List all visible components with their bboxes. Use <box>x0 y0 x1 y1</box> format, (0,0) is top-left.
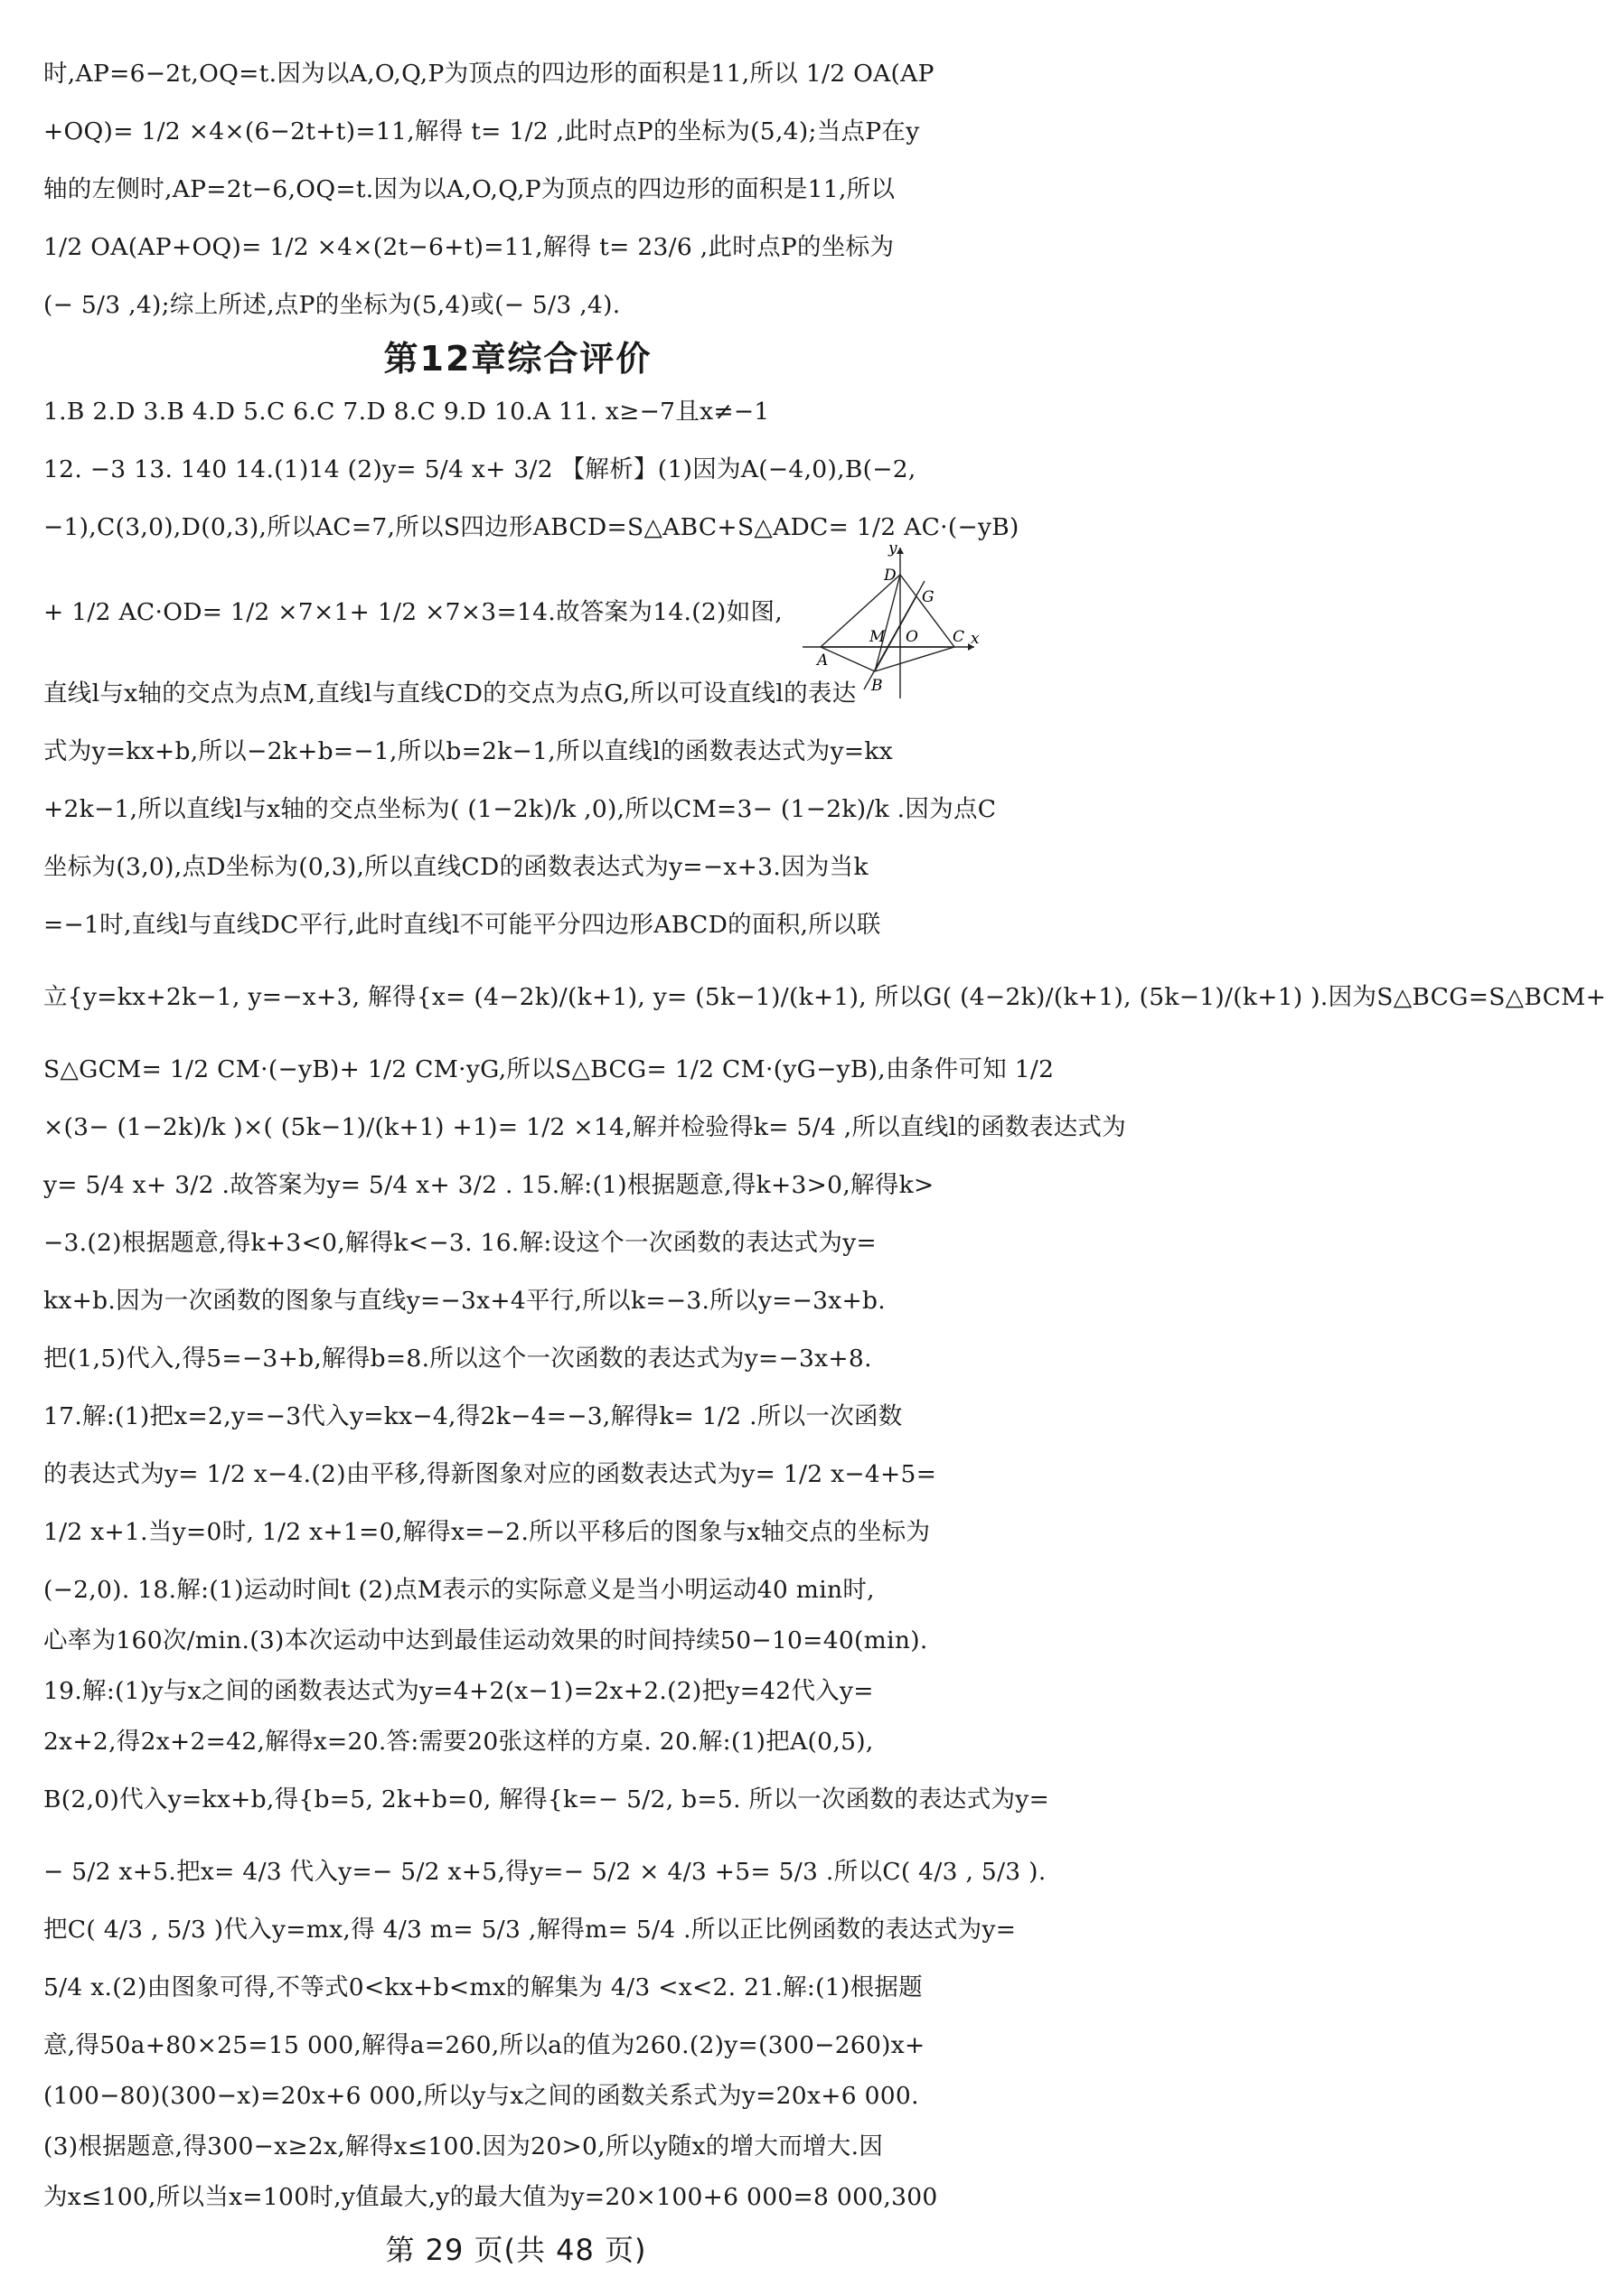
text-line: 把(1,5)代入,得5=−3+b,解得b=8.所以这个一次函数的表达式为y=−3x+8. <box>43 1345 872 1373</box>
answer-keys-block <box>43 394 1019 546</box>
y-axis-arrow <box>897 548 904 554</box>
answer-page <box>43 56 1606 2230</box>
text-line: 12. −3 13. 140 14.(1)14 (2)y= 5/4 x+ 3/2 【解析】(1)因为A(−4,0),B(−2, <box>43 455 916 483</box>
text-line: 1/2 x+1.当y=0时, 1/2 x+1=0,解得x=−2.所以平移后的图象与x轴交点的坐标为 <box>43 1518 931 1546</box>
text-line: 19.解:(1)y与x之间的函数表达式为y=4+2(x−1)=2x+2.(2)把y=42代入y= <box>43 1677 874 1705</box>
text-line: 立{y=kx+2k−1, y=−x+3, 解得{x= (4−2k)/(k+1), y= (5k−1)/(k+1), 所以G( (4−2k)/(k+1), (5k−1)/(k+1) ).因为S△BCG=S△BCM+ <box>43 983 1606 1011</box>
text-line: 轴的左侧时,AP=2t−6,OQ=t.因为以A,O,Q,P为顶点的四边形的面积是11,所以 <box>43 175 896 203</box>
text-line: kx+b.因为一次函数的图象与直线y=−3x+4平行,所以k=−3.所以y=−3x+b. <box>43 1287 886 1315</box>
text-line: B(2,0)代入y=kx+b,得{b=5, 2k+b=0, 解得{k=− 5/2, b=5. 所以一次函数的表达式为y= <box>43 1785 1050 1813</box>
text-line: 为x≤100,所以当x=100时,y值最大,y的最大值为y=20×100+6 000=8 000,300 <box>43 2183 938 2211</box>
text-line: (−2,0). 18.解:(1)运动时间t (2)点M表示的实际意义是当小明运动40 min时, <box>43 1576 875 1604</box>
text-line: y= 5/4 x+ 3/2 .故答案为y= 5/4 x+ 3/2 . 15.解:(1)根据题意,得k+3>0,解得k> <box>43 1171 934 1199</box>
solution-block <box>43 676 1606 2216</box>
label-b: B <box>871 677 883 695</box>
label-m: M <box>869 628 886 646</box>
text-line: 把C( 4/3 , 5/3 )代入y=mx,得 4/3 m= 5/3 ,解得m= 5/4 .所以正比例函数的表达式为y= <box>43 1916 1017 1944</box>
text-line: ×(3− (1−2k)/k )×( (5k−1)/(k+1) +1)= 1/2 ×14,解并检验得k= 5/4 ,所以直线l的函数表达式为 <box>43 1113 1127 1141</box>
segment-bd <box>875 575 900 671</box>
coordinate-figure <box>794 540 983 703</box>
text-line: 时,AP=6−2t,OQ=t.因为以A,O,Q,P为顶点的四边形的面积是11,所以 1/2 OA(AP <box>43 60 934 88</box>
text-line: 17.解:(1)把x=2,y=−3代入y=kx−4,得2k−4=−3,解得k= 1/2 .所以一次函数 <box>43 1402 903 1430</box>
text-line: 意,得50a+80×25=15 000,解得a=260,所以a的值为260.(2)y=(300−260)x+ <box>43 2031 925 2059</box>
text-line: 1.B 2.D 3.B 4.D 5.C 6.C 7.D 8.C 9.D 10.A 11. x≥−7且x≠−1 <box>43 398 770 426</box>
text-line: +OQ)= 1/2 ×4×(6−2t+t)=11,解得 t= 1/2 ,此时点P的坐标为(5,4);当点P在y <box>43 117 920 145</box>
text-line: (3)根据题意,得300−x≥2x,解得x≤100.因为20>0,所以y随x的增大而增大.因 <box>43 2132 884 2160</box>
text-line: 2x+2,得2x+2=42,解得x=20.答:需要20张这样的方桌. 20.解:(1)把A(0,5), <box>43 1728 874 1756</box>
page-footer: 第 29 页(共 48 页) <box>385 2233 647 2267</box>
text-line: 1/2 OA(AP+OQ)= 1/2 ×4×(2t−6+t)=11,解得 t= 23/6 ,此时点P的坐标为 <box>43 233 895 261</box>
label-g: G <box>922 588 934 606</box>
text-line: 5/4 x.(2)由图象可得,不等式0<kx+b<mx的解集为 4/3 <x<2. 21.解:(1)根据题 <box>43 1973 923 2001</box>
text-line: =−1时,直线l与直线DC平行,此时直线l不可能平分四边形ABCD的面积,所以联 <box>43 911 881 939</box>
label-d: D <box>884 567 897 585</box>
label-o: O <box>906 628 918 646</box>
text-line: 坐标为(3,0),点D坐标为(0,3),所以直线CD的函数表达式为y=−x+3.因为当k <box>43 853 869 881</box>
label-y: y <box>888 539 897 558</box>
label-a: A <box>817 651 829 670</box>
text-line: 的表达式为y= 1/2 x−4.(2)由平移,得新图象对应的函数表达式为y= 1/2 x−4+5= <box>43 1460 937 1488</box>
text-line: 心率为160次/min.(3)本次运动中达到最佳运动效果的时间持续50−10=40(min). <box>43 1626 928 1654</box>
text-line: (− 5/3 ,4);综上所述,点P的坐标为(5,4)或(− 5/3 ,4). <box>43 291 621 319</box>
label-x: x <box>971 630 980 648</box>
text-line: − 5/2 x+5.把x= 4/3 代入y=− 5/2 x+5,得y=− 5/2 × 4/3 +5= 5/3 .所以C( 4/3 , 5/3 ). <box>43 1858 1047 1886</box>
text-line: −3.(2)根据题意,得k+3<0,解得k<−3. 16.解:设这个一次函数的表达式为y= <box>43 1229 877 1257</box>
label-c: C <box>953 628 965 646</box>
text-line: (100−80)(300−x)=20x+6 000,所以y与x之间的函数关系式为y=20x+6 000. <box>43 2082 919 2110</box>
text-line: +2k−1,所以直线l与x轴的交点坐标为( (1−2k)/k ,0),所以CM=3− (1−2k)/k .因为点C <box>43 795 997 823</box>
text-line: −1),C(3,0),D(0,3),所以AC=7,所以S四边形ABCD=S△ABC+S△ADC= 1/2 AC·(−yB) <box>43 513 1019 541</box>
text-line: 直线l与x轴的交点为点M,直线l与直线CD的交点为点G,所以可设直线l的表达 <box>43 679 857 708</box>
text-line: 式为y=kx+b,所以−2k+b=−1,所以b=2k−1,所以直线l的函数表达式为y=kx <box>43 737 893 765</box>
text-line: + 1/2 AC·OD= 1/2 ×7×1+ 1/2 ×7×3=14.故答案为14.(2)如图, <box>43 598 784 626</box>
text-line: S△GCM= 1/2 CM·(−yB)+ 1/2 CM·yG,所以S△BCG= 1/2 CM·(yG−yB),由条件可知 1/2 <box>43 1055 1055 1083</box>
section-title: 第12章综合评价 <box>383 339 653 379</box>
top-block <box>43 56 992 323</box>
